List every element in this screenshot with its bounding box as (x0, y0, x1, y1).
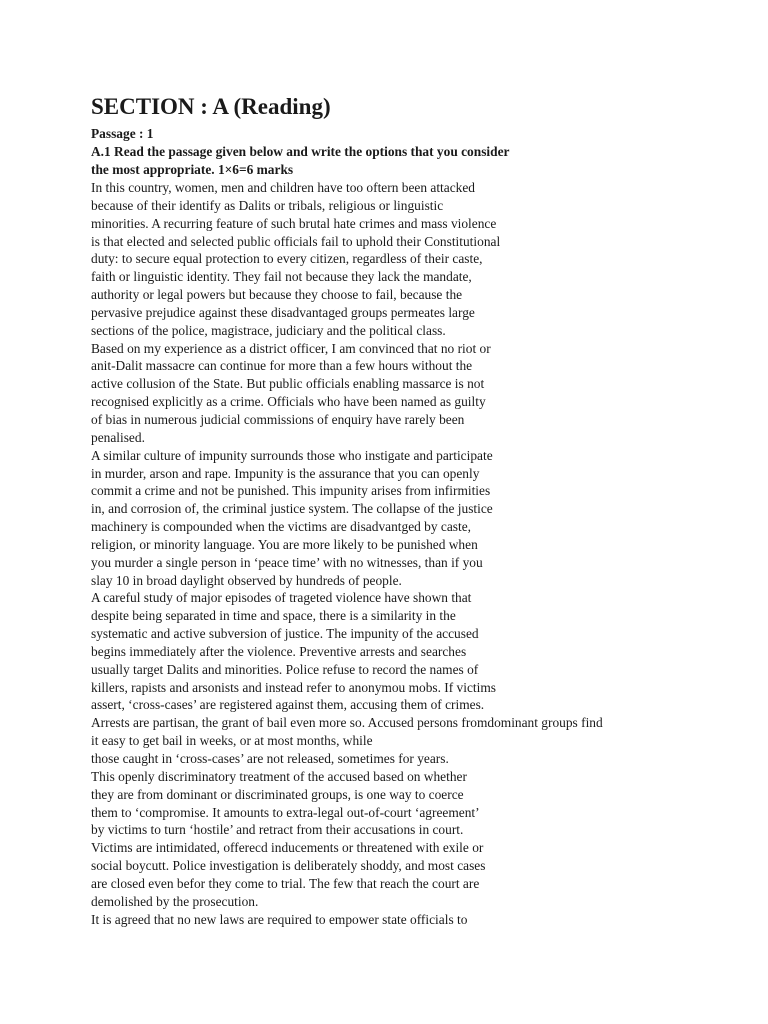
passage-line: assert, ‘cross-cases’ are registered against them, accusing them of crimes. (91, 697, 485, 713)
passage-line: it easy to get bail in weeks, or at most months, while (91, 733, 373, 749)
passage-line: penalised. (91, 429, 145, 445)
passage-line: Victims are intimidated, offerecd inducements or threatened with exile or (91, 840, 484, 856)
passage-line: are closed even befor they come to trial. The few that reach the court are (91, 875, 480, 891)
passage-line: systematic and active subversion of justice. The impunity of the accused (91, 626, 479, 642)
passage-line: This openly discriminatory treatment of the accused based on whether (91, 768, 467, 784)
passage-line: machinery is compounded when the victims are disadvantged by caste, (91, 519, 472, 535)
passage-line: of bias in numerous judicial commissions of enquiry have rarely been (91, 411, 465, 427)
section-title: SECTION : A (Reading) (91, 94, 331, 119)
passage-line: is that elected and selected public officials fail to uphold their Constitutional (91, 233, 501, 249)
passage-line: begins immediately after the violence. Preventive arrests and searches (91, 643, 467, 659)
passage-line: you murder a single person in ‘peace time’ with no witnesses, than if you (91, 554, 483, 570)
passage-line: they are from dominant or discriminated groups, is one way to coerce (91, 786, 464, 802)
passage-line: by victims to turn ‘hostile’ and retract from their accusations in court. (91, 822, 464, 838)
passage-line: Arrests are partisan, the grant of bail even more so. Accused persons fromdominant groups find (91, 715, 603, 731)
passage-line: in, and corrosion of, the criminal justice system. The collapse of the justice (91, 501, 493, 517)
passage-line: pervasive prejudice against these disadvantaged groups permeates large (91, 304, 475, 320)
passage-line: usually target Dalits and minorities. Police refuse to record the names of (91, 661, 479, 677)
passage-line: authority or legal powers but because they choose to fail, because the (91, 287, 463, 303)
passage-line: killers, rapists and arsonists and instead refer to anonymou mobs. If victims (91, 679, 496, 695)
passage-line: It is agreed that no new laws are required to empower state officials to (91, 911, 468, 927)
passage-line: them to ‘compromise. It amounts to extra-legal out-of-court ‘agreement’ (91, 804, 480, 820)
passage-line: slay 10 in broad daylight observed by hundreds of people. (91, 572, 402, 588)
passage-line: duty: to secure equal protection to every citizen, regardless of their caste, (91, 251, 483, 267)
passage-text (91, 179, 731, 928)
instruction (91, 143, 731, 179)
passage-line: commit a crime and not be punished. This impunity arises from infirmities (91, 483, 491, 499)
instruction-line: A.1 Read the passage given below and write the options that you consider (91, 144, 510, 159)
passage-line: minorities. A recurring feature of such brutal hate crimes and mass violence (91, 215, 497, 231)
reading-section (91, 92, 731, 928)
passage-line: despite being separated in time and space, there is a similarity in the (91, 608, 456, 624)
passage-label: Passage : 1 (91, 126, 154, 141)
passage-line: in murder, arson and rape. Impunity is the assurance that you can openly (91, 465, 480, 481)
passage-line: A similar culture of impunity surrounds those who instigate and participate (91, 447, 493, 463)
passage-line: A careful study of major episodes of trageted violence have shown that (91, 590, 472, 606)
passage-line: those caught in ‘cross-cases’ are not released, sometimes for years. (91, 751, 449, 766)
passage-line: In this country, women, men and children have too oftern been attacked (91, 180, 475, 195)
passage-line: sections of the police, magistrace, judiciary and the political class. (91, 322, 446, 338)
passage-line: recognised explicitly as a crime. Officials who have been named as guilty (91, 394, 486, 410)
passage-line: religion, or minority language. You are more likely to be punished when (91, 536, 478, 552)
passage-line: demolished by the prosecution. (91, 893, 259, 909)
passage-line: faith or linguistic identity. They fail not because they lack the mandate, (91, 269, 472, 285)
instruction-line: the most appropriate. 1×6=6 marks (91, 162, 294, 177)
passage-line: because of their identify as Dalits or tribals, religious or linguistic (91, 197, 444, 213)
passage-line: social boycutt. Police investigation is deliberately shoddy, and most cases (91, 858, 486, 874)
passage-line: Based on my experience as a district officer, I am convinced that no riot or (91, 340, 491, 356)
passage-line: active collusion of the State. But public officials enabling massarce is not (91, 376, 485, 392)
passage-line: anit-Dalit massacre can continue for more than a few hours without the (91, 358, 473, 374)
